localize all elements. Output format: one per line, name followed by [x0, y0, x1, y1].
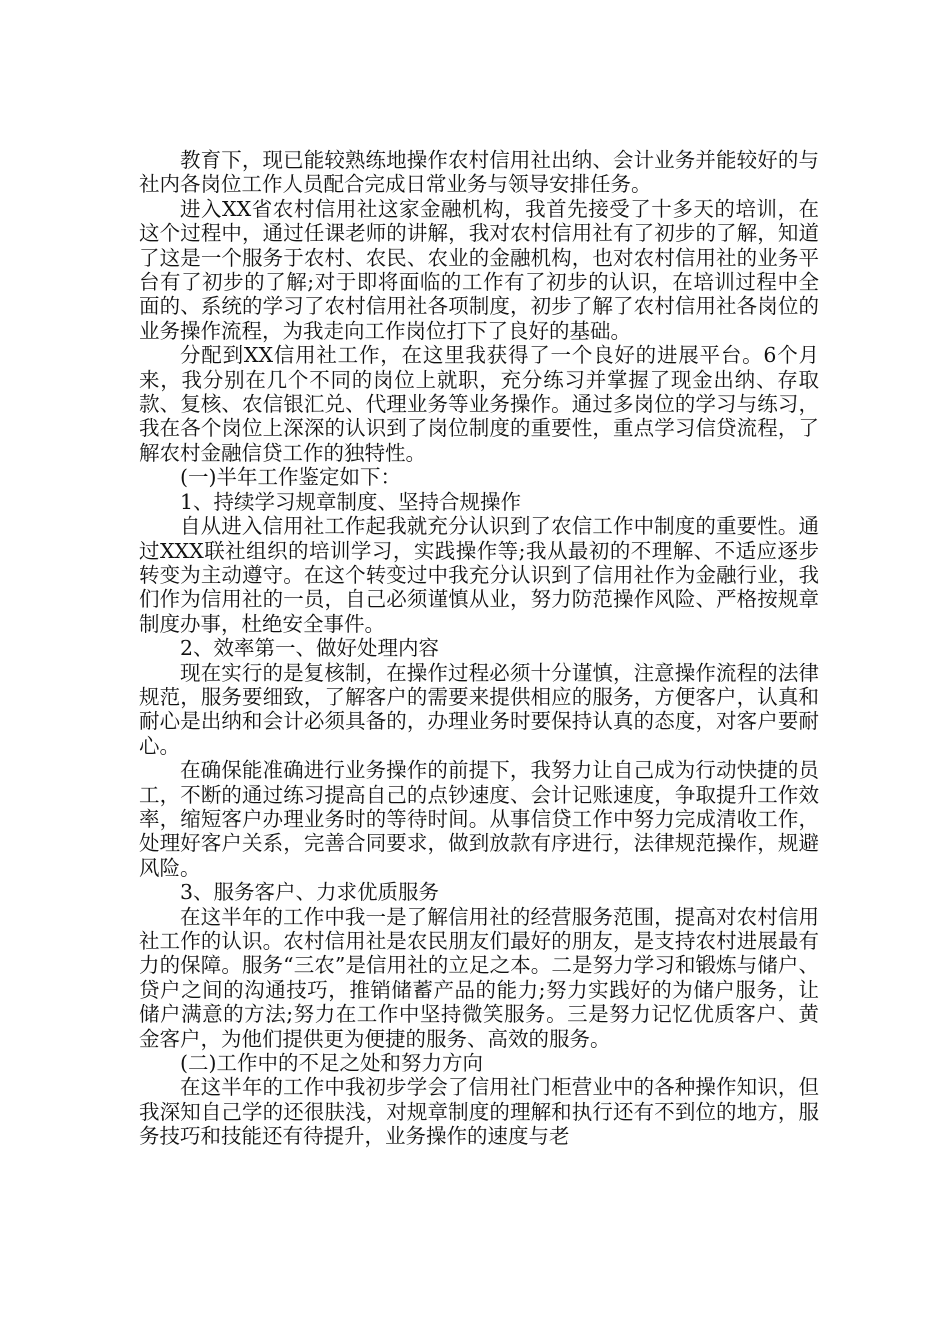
paragraph-assignment: 分配到XX信用社工作，在这里我获得了一个良好的进展平台。6个月来，我分别在几个不同的岗位上就职，充分练习并掌握了现金出纳、存取款、复核、农信银汇兑、代理业务等业务操作。通过多岗位的学习与练习，我在各个岗位上深深的认识到了岗位制度的重要性，重点学习信贷流程，了解农村金融信贷工作的独特性。 [139, 343, 819, 465]
section-heading-shortcomings: (二)工作中的不足之处和努力方向 [180, 1051, 483, 1076]
paragraph-intro-continuation: 教育下，现已能较熟练地操作农村信用社出纳、会计业务并能较好的与社内各岗位工作人员配合完成日常业务与领导安排任务。 [139, 148, 819, 197]
paragraph-review-system: 现在实行的是复核制，在操作过程必须十分谨慎，注意操作流程的法律规范，服务要细致，了解客户的需要来提供相应的服务，方便客户，认真和耐心是出纳和会计必须具备的，办理业务时要保持认真的态度，对客户要耐心。 [139, 660, 819, 758]
subheading-rules-compliance: 1、持续学习规章制度、坚持合规操作 [180, 489, 522, 514]
section-heading-half-year-review: (一)半年工作鉴定如下： [180, 465, 401, 490]
paragraph-efficiency: 在确保能准确进行业务操作的前提下，我努力让自己成为行动快捷的员工，不断的通过练习提高自己的点钞速度、会计记账速度，争取提升工作效率，缩短客户办理业务时的等待时间。从事信贷工作中努力完成清收工作，处理好客户关系，完善合同要求，做到放款有序进行，法律规范操作，规避风险。 [139, 758, 819, 880]
subheading-customer-service: 3、服务客户、力求优质服务 [180, 880, 440, 905]
paragraph-rules-compliance: 自从进入信用社工作起我就充分认识到了农信工作中制度的重要性。通过XXX联社组织的培训学习，实践操作等;我从最初的不理解、不适应逐步转变为主动遵守。在这个转变过中我充分认识到了信用社作为金融行业，我们作为信用社的一员，自己必须谨慎从业，努力防范操作风险、严格按规章制度办事，杜绝安全事件。 [139, 514, 819, 636]
paragraph-training: 进入XX省农村信用社这家金融机构，我首先接受了十多天的培训，在这个过程中，通过任课老师的讲解，我对农村信用社有了初步的了解，知道了这是一个服务于农村、农民、农业的金融机构，也对农村信用社的业务平台有了初步的了解;对于即将面临的工作有了初步的认识，在培训过程中全面的、系统的学习了农村信用社各项制度，初步了解了农村信用社各岗位的业务操作流程，为我走向工作岗位打下了良好的基础。 [139, 196, 819, 343]
subheading-efficiency: 2、效率第一、做好处理内容 [180, 636, 440, 661]
paragraph-customer-service: 在这半年的工作中我一是了解信用社的经营服务范围，提高对农村信用社工作的认识。农村信用社是农民朋友们最好的朋友，是支持农村进展最有力的保障。服务“三农”是信用社的立足之本。二是努力学习和锻炼与储户、贷户之间的沟通技巧，推销储蓄产品的能力;努力实践好的为储户服务，让储户满意的方法;努力在工作中坚持微笑服务。三是努力记忆优质客户、黄金客户，为他们提供更为便捷的服务、高效的服务。 [139, 904, 819, 1051]
paragraph-shortcomings: 在这半年的工作中我初步学会了信用社门柜营业中的各种操作知识，但我深知自己学的还很肤浅，对规章制度的理解和执行还有不到位的地方，服务技巧和技能还有待提升，业务操作的速度与老 [139, 1075, 819, 1149]
document-body [139, 148, 819, 1149]
